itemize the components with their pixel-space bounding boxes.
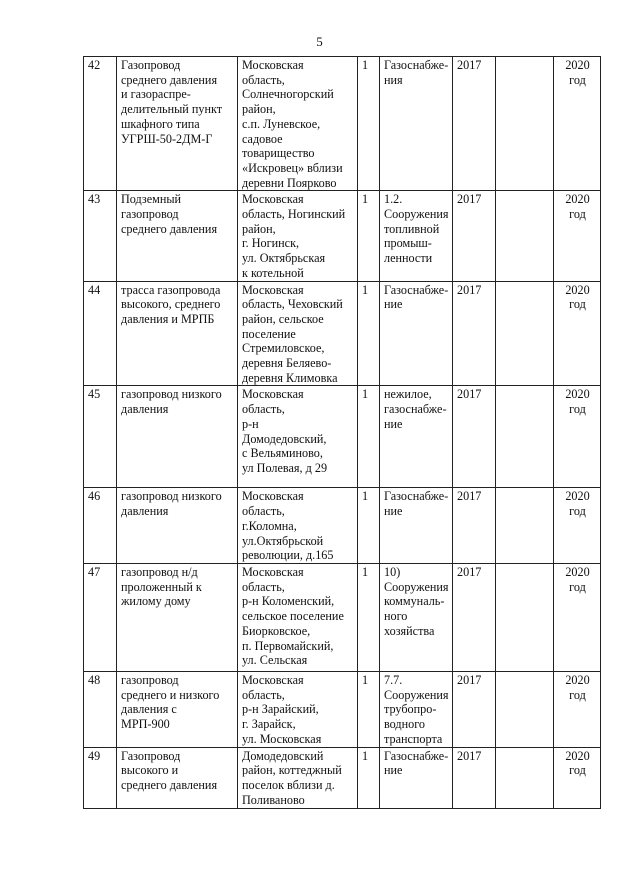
table-row bbox=[84, 747, 601, 808]
page-number: 5 bbox=[316, 34, 323, 49]
table-row bbox=[84, 488, 601, 564]
empty-cell bbox=[496, 488, 554, 564]
object-address: Московская область, р-н Зарайский, г. Зарайск, ул. Московская bbox=[238, 671, 358, 747]
object-name: газопровод среднего и низкого давления с МРП-900 bbox=[117, 671, 238, 747]
empty-cell bbox=[496, 747, 554, 808]
empty-cell bbox=[496, 281, 554, 386]
registration-year: 2017 bbox=[453, 281, 496, 386]
object-quantity: 1 bbox=[358, 563, 380, 671]
planned-year: 2020 год bbox=[554, 488, 601, 564]
registration-year: 2017 bbox=[453, 386, 496, 488]
row-number: 47 bbox=[84, 563, 117, 671]
object-quantity: 1 bbox=[358, 386, 380, 488]
row-number: 45 bbox=[84, 386, 117, 488]
planned-year: 2020 год bbox=[554, 57, 601, 191]
planned-year: 2020 год bbox=[554, 747, 601, 808]
registration-year: 2017 bbox=[453, 747, 496, 808]
row-number: 49 bbox=[84, 747, 117, 808]
planned-year: 2020 год bbox=[554, 281, 601, 386]
object-quantity: 1 bbox=[358, 488, 380, 564]
object-address: Московская область, г.Коломна, ул.Октябрьской революции, д.165 bbox=[238, 488, 358, 564]
object-quantity: 1 bbox=[358, 747, 380, 808]
object-name: Газопровод среднего давления и газораспре- делительный пункт шкафного типа УГРШ-50-2ДМ-Г bbox=[117, 57, 238, 191]
planned-year: 2020 год bbox=[554, 671, 601, 747]
object-name: Газопровод высокого и среднего давления bbox=[117, 747, 238, 808]
object-name: газопровод низкого давления bbox=[117, 488, 238, 564]
registration-year: 2017 bbox=[453, 191, 496, 281]
row-number: 48 bbox=[84, 671, 117, 747]
object-quantity: 1 bbox=[358, 671, 380, 747]
object-quantity: 1 bbox=[358, 57, 380, 191]
object-name: Подземный газопровод среднего давления bbox=[117, 191, 238, 281]
object-address: Московская область, р-н Коломенский, сельское поселение Биорковское, п. Первомайский, ул. Сельская bbox=[238, 563, 358, 671]
object-purpose: 1.2. Сооружения топливной промыш- ленности bbox=[380, 191, 453, 281]
row-number: 44 bbox=[84, 281, 117, 386]
object-purpose: 7.7. Сооружения трубопро- водного транспорта bbox=[380, 671, 453, 747]
registration-year: 2017 bbox=[453, 671, 496, 747]
planned-year: 2020 год bbox=[554, 191, 601, 281]
planned-year: 2020 год bbox=[554, 563, 601, 671]
object-address: Московская область, р-н Домодедовский, с Вельяминово, ул Полевая, д 29 bbox=[238, 386, 358, 488]
empty-cell bbox=[496, 563, 554, 671]
object-name: газопровод низкого давления bbox=[117, 386, 238, 488]
row-number: 42 bbox=[84, 57, 117, 191]
registration-year: 2017 bbox=[453, 563, 496, 671]
object-address: Московская область, Чеховский район, сельское поселение Стремиловское, деревня Беляево- деревня Климовка bbox=[238, 281, 358, 386]
row-number: 46 bbox=[84, 488, 117, 564]
table-row bbox=[84, 671, 601, 747]
object-address: Московская область, Ногинский район, г. Ногинск, ул. Октябрьская к котельной bbox=[238, 191, 358, 281]
object-purpose: Газоснабже- ние bbox=[380, 281, 453, 386]
object-purpose: нежилое, газоснабже- ние bbox=[380, 386, 453, 488]
empty-cell bbox=[496, 671, 554, 747]
object-address: Московская область, Солнечногорский район, с.п. Луневское, садовое товарищество «Искровец» вблизи деревни Поярково bbox=[238, 57, 358, 191]
empty-cell bbox=[496, 191, 554, 281]
object-name: газопровод н/д проложенный к жилому дому bbox=[117, 563, 238, 671]
empty-cell bbox=[496, 386, 554, 488]
table-row bbox=[84, 386, 601, 488]
object-purpose: Газоснабже- ния bbox=[380, 57, 453, 191]
registration-year: 2017 bbox=[453, 57, 496, 191]
empty-cell bbox=[496, 57, 554, 191]
table-row bbox=[84, 57, 601, 191]
row-number: 43 bbox=[84, 191, 117, 281]
object-name: трасса газопровода высокого, среднего давления и МРПБ bbox=[117, 281, 238, 386]
object-purpose: Газоснабже- ние bbox=[380, 488, 453, 564]
table-row bbox=[84, 563, 601, 671]
object-purpose: Газоснабже- ние bbox=[380, 747, 453, 808]
object-purpose: 10) Сооружения коммуналь- ного хозяйства bbox=[380, 563, 453, 671]
registry-table-body bbox=[84, 57, 601, 809]
table-row bbox=[84, 191, 601, 281]
table-row bbox=[84, 281, 601, 386]
registration-year: 2017 bbox=[453, 488, 496, 564]
object-address: Домодедовский район, коттеджный поселок вблизи д. Поливаново bbox=[238, 747, 358, 808]
object-quantity: 1 bbox=[358, 191, 380, 281]
object-quantity: 1 bbox=[358, 281, 380, 386]
planned-year: 2020 год bbox=[554, 386, 601, 488]
gas-pipeline-registry-table bbox=[83, 56, 601, 809]
